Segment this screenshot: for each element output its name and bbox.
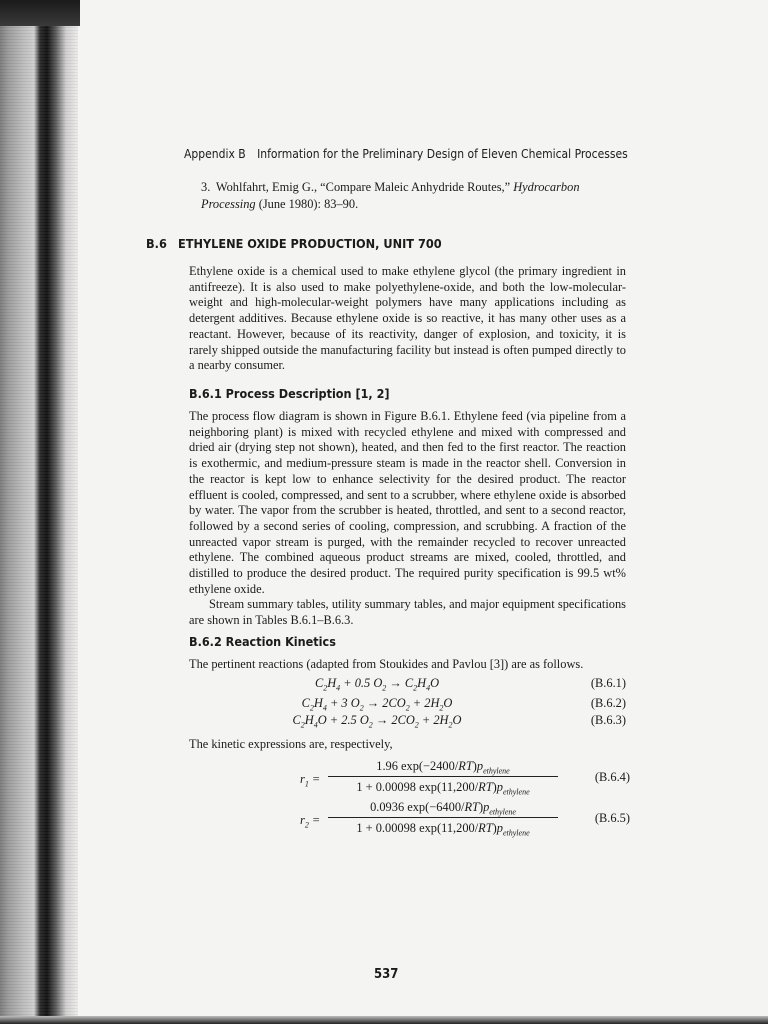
equation-tag: (B.6.4) xyxy=(594,770,630,784)
rate-denominator: 1 + 0.00098 $\exp(11,200/RT)p_{ethylene}$ xyxy=(356,780,530,797)
rate-expression-2 xyxy=(300,800,630,844)
equation-tag: (B.6.1) xyxy=(590,676,626,690)
process-paragraph-2: Stream summary tables, utility summary tables, and major equipment specifications are shown in Tables B.6.1–B.6.3. xyxy=(189,597,626,628)
equation-tag: (B.6.3) xyxy=(590,713,626,727)
rate-numerator: 1.96 $\exp(-2400/RT)p_{ethylene}$ xyxy=(376,759,510,776)
process-description xyxy=(189,409,626,629)
reference-entry xyxy=(201,179,626,213)
subsection-heading-kinetics: B.6.2 Reaction Kinetics xyxy=(189,634,336,649)
page-number: 537 xyxy=(374,967,399,982)
page-bottom-edge xyxy=(0,1016,768,1024)
fraction-bar xyxy=(328,817,558,818)
reference-text-after: (June 1980): 83–90. xyxy=(255,197,359,211)
equation-tag: (B.6.5) xyxy=(594,811,630,825)
reaction-equation-2 xyxy=(189,696,626,713)
binding-shadow xyxy=(0,0,78,1024)
rate-lhs: $r_2$ = xyxy=(300,813,321,830)
running-head-label: Appendix B xyxy=(184,147,246,161)
binding-shadow-top xyxy=(0,0,80,26)
reference-text-before: Wohlfahrt, Emig G., “Compare Maleic Anhydride Routes,” xyxy=(215,180,514,194)
subsection-heading-process: B.6.1 Process Description [1, 2] xyxy=(189,386,390,401)
section-title: ETHYLENE OXIDE PRODUCTION, UNIT 700 xyxy=(178,236,442,251)
equation-tag: (B.6.2) xyxy=(590,696,626,710)
rate-lhs: $r_1$ = xyxy=(300,772,321,789)
rate-expression-1 xyxy=(300,759,630,803)
process-paragraph-1: The process flow diagram is shown in Figure B.6.1. Ethylene feed (via pipeline from a neighboring plant) is mixed with recycled ethylene and mixed with compressed and dried air (drying step not shown), heated, and then fed to the first reactor. The reaction is exothermic, and medium-pressure steam is made in the reactor shell. Conversion in the reactor is kept low to enhance selectivity for the desired product. The reactor effluent is cooled, compressed, and sent to a scrubber, where ethylene oxide is absorbed by water. The vapor from the scrubber is heated, throttled, and sent to a second reactor, followed by a second series of cooling, compression, and scrubbing. A fraction of the unreacted vapor stream is purged, with the remainder recycled to recover unreacted ethylene. The combined aqueous product streams are mixed, cooled, throttled, and distilled to produce the desired product. The required purity specification is 99.5 wt% ethylene oxide. xyxy=(189,409,626,596)
reference-number: 3. xyxy=(201,180,211,194)
reaction-formula: $C_2H_4 + 3$ $O_2 \to 2CO_2 + 2H_2O$ xyxy=(301,696,453,713)
running-head-title: Information for the Preliminary Design of Eleven Chemical Processes xyxy=(257,147,628,161)
fraction-bar xyxy=(328,776,558,777)
section-intro-paragraph: Ethylene oxide is a chemical used to make ethylene glycol (the primary ingredient in antifreeze). It is also used to make polyethylene-oxide, and both the low-molecular-weight and high-molecular-weight polymers have many applications including as detergent additives. Because ethylene oxide is so reactive, it has many other uses as a reactant. However, because of its reactivity, danger of explosion, and toxicity, it is rarely shipped outside the manufacturing facility but instead is often pumped directly to a nearby consumer. xyxy=(189,264,626,373)
reaction-formula: $C_2H_4 + 0.5$ $O_2 \to C_2H_4O$ xyxy=(314,676,440,693)
section-heading xyxy=(146,236,442,251)
reactions-intro: The pertinent reactions (adapted from Stoukides and Pavlou [3]) are as follows. xyxy=(189,657,584,671)
reaction-equation-1 xyxy=(189,676,626,693)
running-head xyxy=(184,147,628,161)
rate-numerator: 0.0936 $\exp(-6400/RT)p_{ethylene}$ xyxy=(370,800,516,817)
rate-denominator: 1 + 0.00098 $\exp(11,200/RT)p_{ethylene}$ xyxy=(356,821,530,838)
reference-journal: Hydrocarbon Processing xyxy=(201,180,580,211)
reaction-formula: $C_2H_4O + 2.5$ $O_2 \to 2CO_2 + 2H_2O$ xyxy=(292,713,462,730)
reaction-equation-3 xyxy=(189,713,626,730)
kinetics-intro: The kinetic expressions are, respectively, xyxy=(189,737,393,751)
section-number: B.6 xyxy=(146,236,167,251)
